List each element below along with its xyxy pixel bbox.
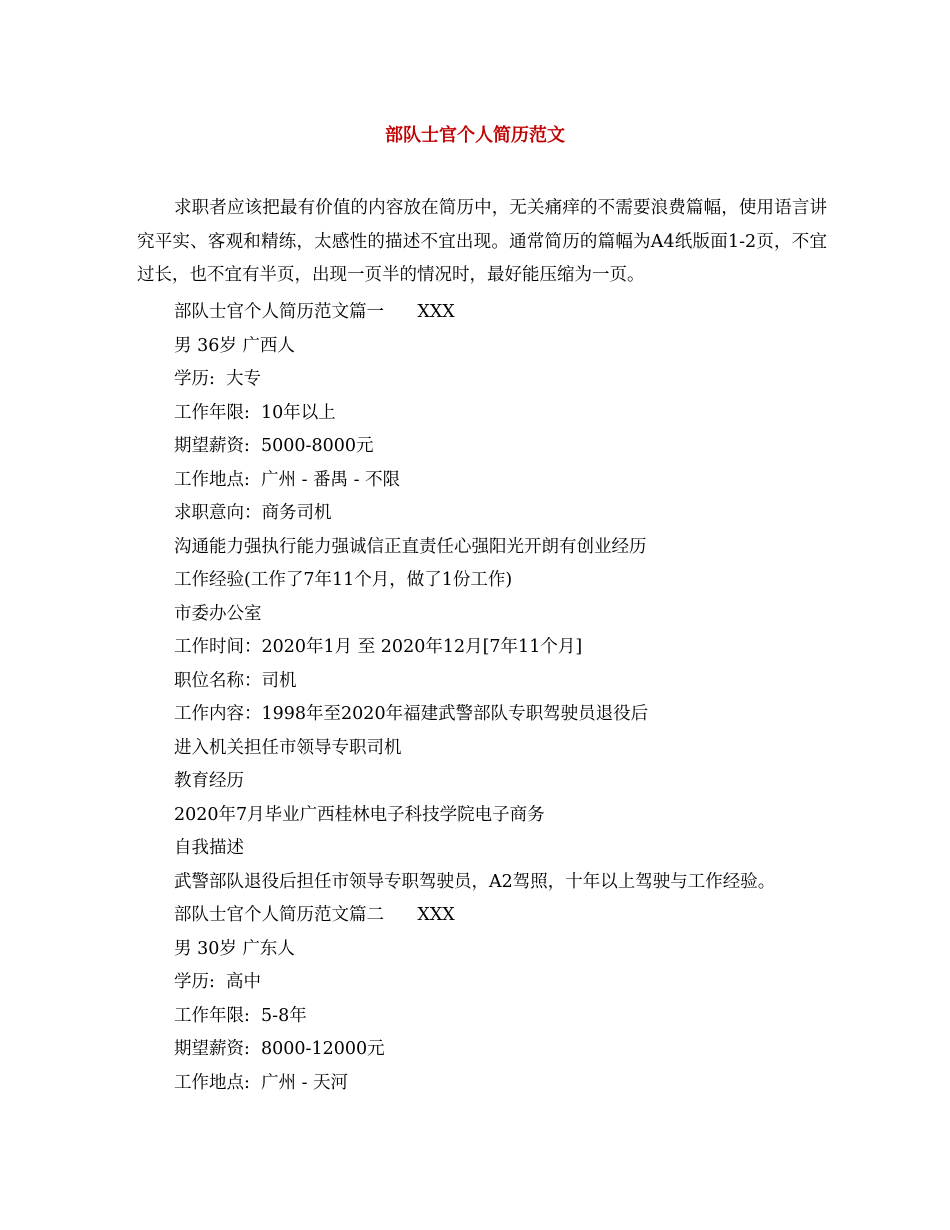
- resume-lines: [174, 296, 834, 1100]
- text-line: 自我描述: [174, 838, 244, 858]
- text-line: 期望薪资: 5000-8000元: [174, 436, 374, 456]
- text-line: 男 36岁 广西人: [174, 335, 295, 356]
- text-line: 工作内容：1998年至2020年福建武警部队专职驾驶员退役后: [174, 704, 649, 724]
- text-line: 武警部队退役后担任市领导专职驾驶员，A2驾照，十年以上驾驶与工作经验。: [174, 871, 776, 892]
- text-line: 部队士官个人简历范文篇一 XXX: [174, 302, 455, 322]
- text-line: 沟通能力强执行能力强诚信正直责任心强阳光开朗有创业经历: [174, 536, 647, 557]
- text-line: 工作经验(工作了7年11个月，做了1份工作): [174, 570, 513, 590]
- text-line: 教育经历: [174, 771, 244, 791]
- text-line: 学历: 高中: [174, 972, 262, 992]
- text-line: 工作年限: 5-8年: [174, 1005, 307, 1026]
- text-line: 工作地点: 广州 - 番禺 - 不限: [174, 469, 401, 490]
- text-line: 市委办公室: [174, 603, 262, 624]
- text-line: 2020年7月毕业广西桂林电子科技学院电子商务: [174, 804, 545, 825]
- intro-paragraph: 求职者应该把最有价值的内容放在简历中，无关痛痒的不需要浪费篇幅，使用语言讲究平实、客观和精练，太感性的描述不宜出现。通常简历的篇幅为A4纸版面1-2页，不宜过长，也不宜有半页，出现一页半的情况时，最好能压缩为一页。: [137, 198, 827, 285]
- text-line: 工作年限: 10年以上: [174, 402, 336, 423]
- text-line: 工作地点: 广州 - 天河: [174, 1072, 349, 1093]
- text-line: 职位名称：司机: [174, 670, 297, 691]
- text-line: 部队士官个人简历范文篇二 XXX: [174, 905, 455, 925]
- text-line: 男 30岁 广东人: [174, 938, 295, 959]
- text-line: 进入机关担任市领导专职司机: [174, 737, 402, 758]
- text-line: 求职意向：商务司机: [174, 503, 332, 523]
- text-line: 工作时间：2020年1月 至 2020年12月[7年11个月]: [174, 637, 583, 657]
- text-line: 学历: 大专: [174, 369, 262, 389]
- document-title: 部队士官个人简历范文: [385, 125, 565, 146]
- text-line: 期望薪资: 8000-12000元: [174, 1039, 385, 1059]
